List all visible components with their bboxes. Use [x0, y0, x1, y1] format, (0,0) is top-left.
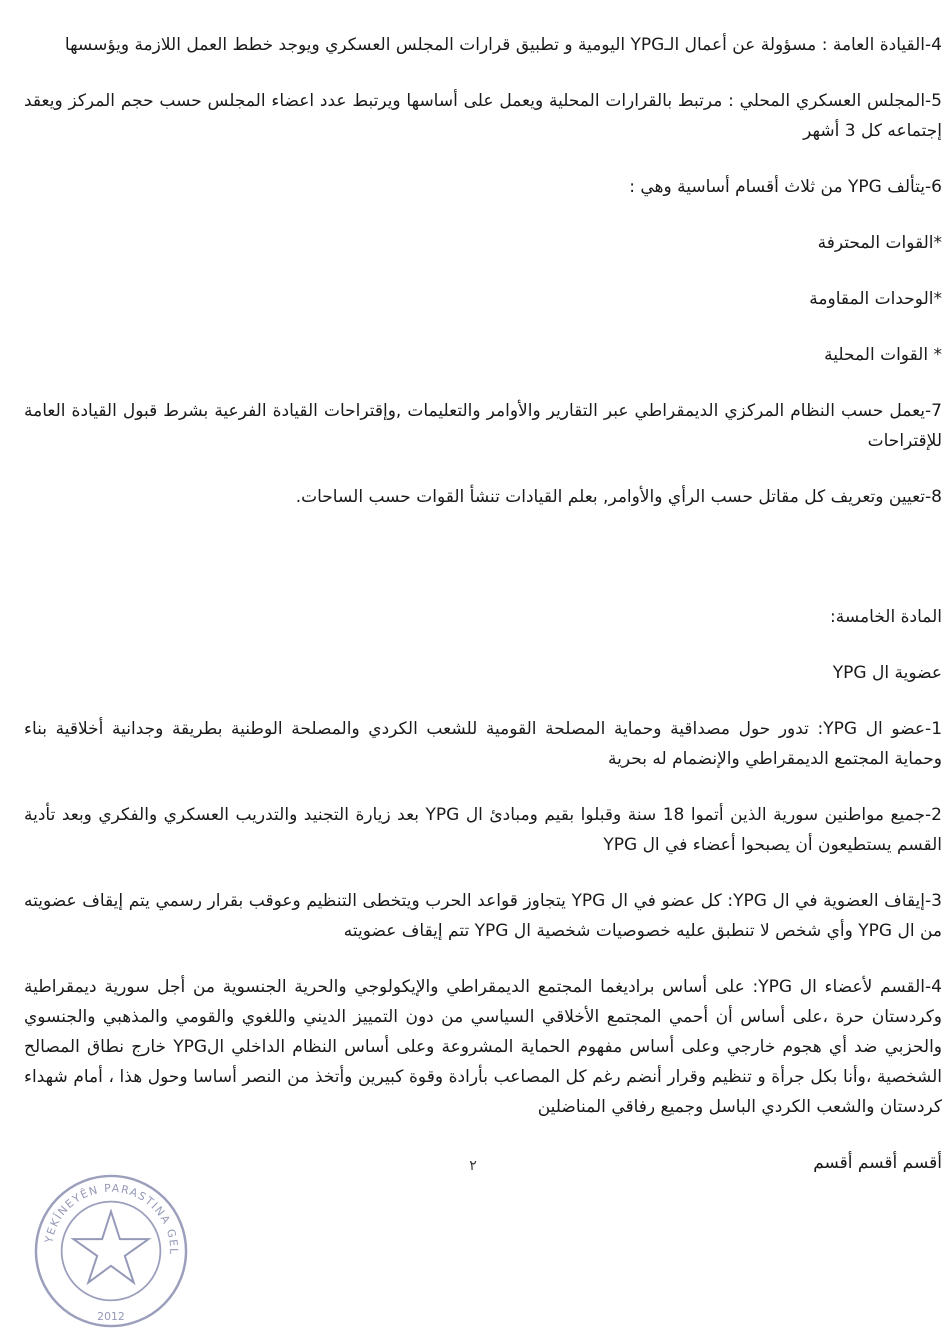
organization-stamp	[32, 1172, 190, 1330]
paragraph-local-military-council: 5-المجلس العسكري المحلي : مرتبط بالقرارات المحلية ويعمل على أساسها ويرتبط عدد اعضاء المجلس حسب حجم المركز ويعقد إجتماعه كل 3 أشهر	[24, 91, 942, 141]
paragraph-membership-eligibility: 2-جميع مواطنين سورية الذين أتموا 18 سنة وقبلوا بقيم ومبادئ ال YPG بعد زيارة التجنيد والتدريب العسكري والفكري وبعد تأدية القسم يستطيعون أن يصبحوا أعضاء في ال YPG	[24, 805, 942, 855]
stamp-year: 2012	[97, 1310, 125, 1324]
list-item-resistance-units: *الوحدات المقاومة	[809, 289, 942, 309]
page-number: ٢	[469, 1158, 477, 1174]
star-icon	[73, 1212, 148, 1283]
list-item-local-forces: * القوات المحلية	[824, 345, 942, 365]
article-heading: المادة الخامسة:	[830, 607, 942, 627]
paragraph-democratic-centralism: 7-يعمل حسب النظام المركزي الديمقراطي عبر التقارير والأوامر والتعليمات ,وإقتراحات القيادة الفرعية بشرط قبول القيادة العامة للإقتراحات	[24, 401, 942, 451]
paragraph-member-oath: 4-القسم لأعضاء ال YPG: على أساس براديغما المجتمع الديمقراطي والإيكولوجي والحرية الجنسوية من أجل سورية ديمقراطية وكردستان حرة ،على أساس أن أحمي المجتمع الأخلاقي السياسي من دون التمييز الديني واللغوي والقومي والمذهبي والجنسوي والحزبي ضد أي هجوم خارجي وعلى أساس مفهوم الحماية المشروعة وعلى أساس النظام الداخلي الYPG خارج نطاق المصالح الشخصية ،وأنا بكل جرأة و تنظيم وقرار أنضم رغم كل المصاعب بأرادة وقوة كبيرين وأتخذ من النصر أساسا وحول هذا ، أمام شهداء كردستان والشعب الكردي الباسل وجميع رفاقي المناضلين	[24, 977, 943, 1117]
list-item-professional-forces: *القوات المحترفة	[817, 233, 942, 253]
article-subheading: عضوية ال YPG	[832, 663, 942, 683]
paragraph-fighter-assignment: 8-تعيين وتعريف كل مقاتل حسب الرأي والأوامر, بعلم القيادات تنشأ القوات حسب الساحات.	[295, 487, 942, 507]
paragraph-member-definition: 1-عضو ال YPG: تدور حول مصداقية وحماية المصلحة القومية للشعب الكردي والمصلحة الوطنية بطريقة وجدانية أخلاقية بناء وحماية المجتمع الديمقراطي والإنضمام له بحرية	[24, 719, 943, 769]
paragraph-membership-suspension: 3-إيقاف العضوية في ال YPG: كل عضو في ال YPG يتجاوز قواعد الحرب ويتخطى التنظيم وعوقب بقرار رسمي يتم إيقاف عضويته من ال YPG وأي شخص لا تنطبق عليه خصوصيات شخصية ال YPG تتم إيقاف عضويته	[24, 891, 942, 941]
paragraph-ypg-sections: 6-يتألف YPG من ثلاث أقسام أساسية وهي :	[629, 177, 942, 197]
document-page	[24, 30, 942, 1178]
paragraph-general-command: 4-القيادة العامة : مسؤولة عن أعمال الـYPG اليومية و تطبيق قرارات المجلس العسكري ويوجد خطط العمل اللازمة ويؤسسها	[64, 35, 942, 55]
stamp-text: YEKÎNEYÊN PARASTINA GEL	[42, 1181, 181, 1256]
oath-closing: أقسم أقسم أقسم	[813, 1153, 942, 1173]
